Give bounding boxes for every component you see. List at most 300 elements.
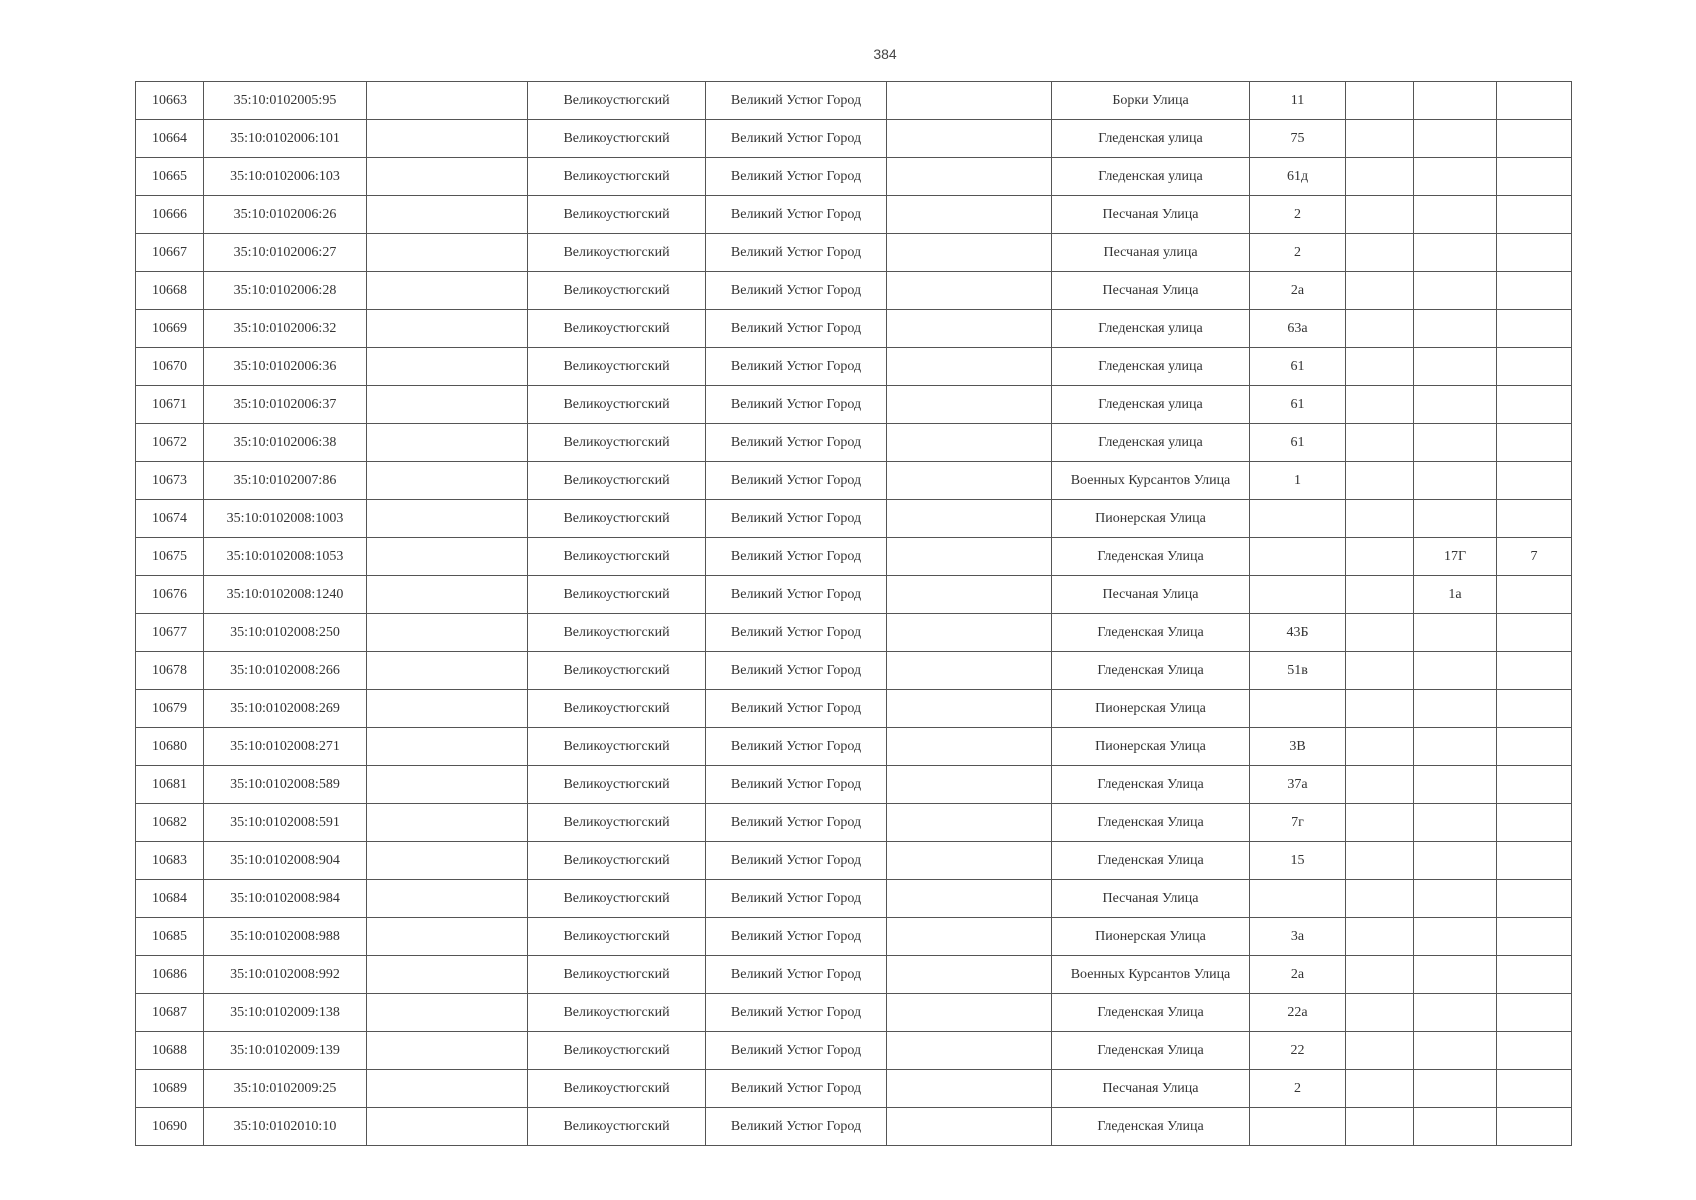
cell-district: Великоустюгский	[528, 462, 706, 500]
cell-district: Великоустюгский	[528, 424, 706, 462]
cell-cadastral: 35:10:0102008:984	[204, 880, 367, 918]
cell-district: Великоустюгский	[528, 1070, 706, 1108]
table-row	[136, 652, 1572, 690]
cell-street: Гледенская Улица	[1052, 652, 1250, 690]
cell-c9	[1346, 500, 1414, 538]
cell-c11	[1497, 1070, 1572, 1108]
cell-c10	[1414, 1032, 1497, 1070]
cell-district: Великоустюгский	[528, 994, 706, 1032]
cell-c6	[887, 614, 1052, 652]
cell-id: 10685	[136, 918, 204, 956]
cell-street: Гледенская улица	[1052, 120, 1250, 158]
cell-cadastral: 35:10:0102008:271	[204, 728, 367, 766]
cell-c6	[887, 728, 1052, 766]
cell-district: Великоустюгский	[528, 82, 706, 120]
cell-c11	[1497, 272, 1572, 310]
cell-c3	[367, 500, 528, 538]
page-number: 384	[873, 46, 897, 62]
cell-id: 10673	[136, 462, 204, 500]
cell-cadastral: 35:10:0102006:32	[204, 310, 367, 348]
cell-c3	[367, 766, 528, 804]
cell-c9	[1346, 614, 1414, 652]
cell-c6	[887, 1032, 1052, 1070]
cell-street: Гледенская Улица	[1052, 1032, 1250, 1070]
cell-c11	[1497, 386, 1572, 424]
cell-c10	[1414, 956, 1497, 994]
cell-c3	[367, 994, 528, 1032]
cell-c6	[887, 348, 1052, 386]
cell-c10: 1а	[1414, 576, 1497, 614]
cell-id: 10667	[136, 234, 204, 272]
cell-c9	[1346, 728, 1414, 766]
table-row	[136, 1032, 1572, 1070]
cell-c10	[1414, 728, 1497, 766]
cell-id: 10663	[136, 82, 204, 120]
cell-street: Пионерская Улица	[1052, 500, 1250, 538]
cell-house: 2а	[1250, 272, 1346, 310]
cell-c6	[887, 386, 1052, 424]
cell-c9	[1346, 956, 1414, 994]
cell-house: 15	[1250, 842, 1346, 880]
cell-c3	[367, 690, 528, 728]
cell-c10	[1414, 272, 1497, 310]
cell-c11	[1497, 1032, 1572, 1070]
cell-c11	[1497, 842, 1572, 880]
cell-c3	[367, 842, 528, 880]
cell-street: Песчаная Улица	[1052, 880, 1250, 918]
cell-c9	[1346, 272, 1414, 310]
cell-locality: Великий Устюг Город	[706, 728, 887, 766]
table-row	[136, 842, 1572, 880]
cell-cadastral: 35:10:0102009:25	[204, 1070, 367, 1108]
cell-c10	[1414, 690, 1497, 728]
cell-street: Песчаная Улица	[1052, 272, 1250, 310]
cell-house: 2	[1250, 196, 1346, 234]
cell-c6	[887, 918, 1052, 956]
cell-house	[1250, 500, 1346, 538]
cell-street: Военных Курсантов Улица	[1052, 956, 1250, 994]
cell-locality: Великий Устюг Город	[706, 994, 887, 1032]
cell-c3	[367, 234, 528, 272]
cell-c6	[887, 158, 1052, 196]
cell-c9	[1346, 386, 1414, 424]
cell-house: 2а	[1250, 956, 1346, 994]
cell-c11	[1497, 766, 1572, 804]
cell-cadastral: 35:10:0102008:1240	[204, 576, 367, 614]
cell-cadastral: 35:10:0102008:904	[204, 842, 367, 880]
table-row	[136, 500, 1572, 538]
cell-c9	[1346, 120, 1414, 158]
cell-cadastral: 35:10:0102005:95	[204, 82, 367, 120]
cell-locality: Великий Устюг Город	[706, 1032, 887, 1070]
cell-c9	[1346, 158, 1414, 196]
cell-id: 10670	[136, 348, 204, 386]
table-row	[136, 766, 1572, 804]
cell-cadastral: 35:10:0102008:250	[204, 614, 367, 652]
cell-street: Пионерская Улица	[1052, 728, 1250, 766]
cell-locality: Великий Устюг Город	[706, 956, 887, 994]
cell-cadastral: 35:10:0102006:101	[204, 120, 367, 158]
cell-c11	[1497, 158, 1572, 196]
cell-id: 10687	[136, 994, 204, 1032]
cell-cadastral: 35:10:0102006:36	[204, 348, 367, 386]
cell-c10	[1414, 386, 1497, 424]
cell-district: Великоустюгский	[528, 500, 706, 538]
cell-c6	[887, 576, 1052, 614]
cell-locality: Великий Устюг Город	[706, 614, 887, 652]
table-row	[136, 424, 1572, 462]
cell-c3	[367, 462, 528, 500]
table-row	[136, 348, 1572, 386]
cell-c3	[367, 652, 528, 690]
cell-c9	[1346, 842, 1414, 880]
cell-house	[1250, 576, 1346, 614]
cell-c9	[1346, 234, 1414, 272]
cell-locality: Великий Устюг Город	[706, 120, 887, 158]
cell-c9	[1346, 804, 1414, 842]
cell-c11	[1497, 310, 1572, 348]
cell-locality: Великий Устюг Город	[706, 690, 887, 728]
cell-c6	[887, 82, 1052, 120]
cell-locality: Великий Устюг Город	[706, 842, 887, 880]
cell-c3	[367, 1070, 528, 1108]
cell-id: 10680	[136, 728, 204, 766]
cell-district: Великоустюгский	[528, 386, 706, 424]
cell-cadastral: 35:10:0102010:10	[204, 1108, 367, 1146]
cell-locality: Великий Устюг Город	[706, 348, 887, 386]
cell-cadastral: 35:10:0102008:591	[204, 804, 367, 842]
cell-house: 37а	[1250, 766, 1346, 804]
cell-district: Великоустюгский	[528, 918, 706, 956]
cell-c6	[887, 842, 1052, 880]
cell-district: Великоустюгский	[528, 880, 706, 918]
cell-c3	[367, 880, 528, 918]
cell-c6	[887, 538, 1052, 576]
cell-c3	[367, 386, 528, 424]
cell-locality: Великий Устюг Город	[706, 576, 887, 614]
cell-street: Гледенская Улица	[1052, 614, 1250, 652]
cell-locality: Великий Устюг Город	[706, 1070, 887, 1108]
cell-c3	[367, 120, 528, 158]
table-row	[136, 690, 1572, 728]
cell-id: 10679	[136, 690, 204, 728]
cell-c11	[1497, 728, 1572, 766]
cell-c10	[1414, 462, 1497, 500]
cell-street: Гледенская Улица	[1052, 1108, 1250, 1146]
cell-c11	[1497, 196, 1572, 234]
cell-house	[1250, 1108, 1346, 1146]
cell-c10	[1414, 880, 1497, 918]
table-row	[136, 728, 1572, 766]
table-row	[136, 310, 1572, 348]
cell-c3	[367, 956, 528, 994]
cell-house: 2	[1250, 234, 1346, 272]
cell-c11	[1497, 82, 1572, 120]
cell-district: Великоустюгский	[528, 766, 706, 804]
table-row	[136, 994, 1572, 1032]
cell-c10	[1414, 158, 1497, 196]
cell-id: 10690	[136, 1108, 204, 1146]
cell-cadastral: 35:10:0102006:38	[204, 424, 367, 462]
cell-c10	[1414, 918, 1497, 956]
cell-c6	[887, 272, 1052, 310]
registry-table	[135, 81, 1572, 1146]
cell-street: Гледенская Улица	[1052, 804, 1250, 842]
cell-house	[1250, 538, 1346, 576]
cell-id: 10675	[136, 538, 204, 576]
cell-c10	[1414, 652, 1497, 690]
cell-cadastral: 35:10:0102006:27	[204, 234, 367, 272]
cell-c10	[1414, 234, 1497, 272]
cell-c6	[887, 1070, 1052, 1108]
cell-c6	[887, 690, 1052, 728]
cell-street: Гледенская Улица	[1052, 766, 1250, 804]
cell-cadastral: 35:10:0102008:589	[204, 766, 367, 804]
cell-locality: Великий Устюг Город	[706, 234, 887, 272]
cell-c11	[1497, 614, 1572, 652]
cell-street: Песчаная Улица	[1052, 576, 1250, 614]
cell-locality: Великий Устюг Город	[706, 652, 887, 690]
cell-id: 10678	[136, 652, 204, 690]
cell-house: 1	[1250, 462, 1346, 500]
table-row	[136, 82, 1572, 120]
cell-house: 2	[1250, 1070, 1346, 1108]
cell-c3	[367, 576, 528, 614]
cell-c9	[1346, 652, 1414, 690]
cell-locality: Великий Устюг Город	[706, 918, 887, 956]
cell-cadastral: 35:10:0102008:992	[204, 956, 367, 994]
cell-c10	[1414, 310, 1497, 348]
cell-cadastral: 35:10:0102009:139	[204, 1032, 367, 1070]
cell-house: 22	[1250, 1032, 1346, 1070]
cell-cadastral: 35:10:0102006:37	[204, 386, 367, 424]
cell-c10	[1414, 766, 1497, 804]
cell-cadastral: 35:10:0102009:138	[204, 994, 367, 1032]
cell-c11	[1497, 994, 1572, 1032]
cell-c10	[1414, 804, 1497, 842]
cell-locality: Великий Устюг Город	[706, 804, 887, 842]
cell-c11	[1497, 918, 1572, 956]
cell-locality: Великий Устюг Город	[706, 272, 887, 310]
cell-street: Борки Улица	[1052, 82, 1250, 120]
cell-c10	[1414, 82, 1497, 120]
cell-street: Песчаная Улица	[1052, 1070, 1250, 1108]
cell-locality: Великий Устюг Город	[706, 766, 887, 804]
cell-cadastral: 35:10:0102008:266	[204, 652, 367, 690]
cell-house: 61	[1250, 424, 1346, 462]
cell-c10: 17Г	[1414, 538, 1497, 576]
cell-c11	[1497, 880, 1572, 918]
table-row	[136, 804, 1572, 842]
cell-c9	[1346, 538, 1414, 576]
cell-c11: 7	[1497, 538, 1572, 576]
cell-c3	[367, 804, 528, 842]
cell-house	[1250, 880, 1346, 918]
cell-c6	[887, 1108, 1052, 1146]
cell-locality: Великий Устюг Город	[706, 1108, 887, 1146]
cell-id: 10666	[136, 196, 204, 234]
cell-c3	[367, 538, 528, 576]
table-row	[136, 1070, 1572, 1108]
cell-id: 10683	[136, 842, 204, 880]
cell-c3	[367, 728, 528, 766]
cell-c6	[887, 500, 1052, 538]
cell-c3	[367, 424, 528, 462]
cell-c3	[367, 82, 528, 120]
cell-c10	[1414, 614, 1497, 652]
cell-street: Военных Курсантов Улица	[1052, 462, 1250, 500]
table-row	[136, 614, 1572, 652]
cell-cadastral: 35:10:0102008:988	[204, 918, 367, 956]
cell-district: Великоустюгский	[528, 728, 706, 766]
cell-id: 10681	[136, 766, 204, 804]
cell-c3	[367, 272, 528, 310]
cell-cadastral: 35:10:0102008:1003	[204, 500, 367, 538]
cell-c10	[1414, 842, 1497, 880]
cell-c6	[887, 120, 1052, 158]
cell-c9	[1346, 196, 1414, 234]
cell-id: 10684	[136, 880, 204, 918]
cell-district: Великоустюгский	[528, 614, 706, 652]
cell-house: 7г	[1250, 804, 1346, 842]
cell-c3	[367, 158, 528, 196]
cell-locality: Великий Устюг Город	[706, 196, 887, 234]
cell-cadastral: 35:10:0102006:103	[204, 158, 367, 196]
cell-c11	[1497, 690, 1572, 728]
cell-cadastral: 35:10:0102008:1053	[204, 538, 367, 576]
cell-street: Гледенская улица	[1052, 158, 1250, 196]
cell-district: Великоустюгский	[528, 348, 706, 386]
cell-c11	[1497, 120, 1572, 158]
cell-c3	[367, 348, 528, 386]
cell-house: 11	[1250, 82, 1346, 120]
cell-c10	[1414, 348, 1497, 386]
cell-locality: Великий Устюг Город	[706, 158, 887, 196]
cell-c6	[887, 994, 1052, 1032]
cell-street: Гледенская улица	[1052, 386, 1250, 424]
cell-locality: Великий Устюг Город	[706, 880, 887, 918]
cell-c6	[887, 804, 1052, 842]
cell-id: 10686	[136, 956, 204, 994]
cell-id: 10665	[136, 158, 204, 196]
cell-district: Великоустюгский	[528, 538, 706, 576]
cell-c6	[887, 424, 1052, 462]
cell-c11	[1497, 424, 1572, 462]
cell-c9	[1346, 994, 1414, 1032]
cell-locality: Великий Устюг Город	[706, 424, 887, 462]
cell-street: Гледенская улица	[1052, 348, 1250, 386]
table-row	[136, 1108, 1572, 1146]
cell-district: Великоустюгский	[528, 158, 706, 196]
cell-c3	[367, 1032, 528, 1070]
cell-c6	[887, 766, 1052, 804]
cell-district: Великоустюгский	[528, 120, 706, 158]
cell-c6	[887, 196, 1052, 234]
cell-district: Великоустюгский	[528, 1108, 706, 1146]
cell-c9	[1346, 880, 1414, 918]
table-row	[136, 918, 1572, 956]
cell-c6	[887, 880, 1052, 918]
cell-c10	[1414, 1070, 1497, 1108]
cell-locality: Великий Устюг Город	[706, 386, 887, 424]
cell-c11	[1497, 956, 1572, 994]
cell-c11	[1497, 462, 1572, 500]
cell-house	[1250, 690, 1346, 728]
table-row	[136, 386, 1572, 424]
cell-c10	[1414, 500, 1497, 538]
table-row	[136, 880, 1572, 918]
table-row	[136, 576, 1572, 614]
cell-district: Великоустюгский	[528, 804, 706, 842]
cell-street: Песчаная Улица	[1052, 196, 1250, 234]
cell-district: Великоустюгский	[528, 272, 706, 310]
cell-street: Гледенская Улица	[1052, 994, 1250, 1032]
cell-id: 10674	[136, 500, 204, 538]
cell-c9	[1346, 424, 1414, 462]
cell-c10	[1414, 120, 1497, 158]
cell-id: 10672	[136, 424, 204, 462]
cell-c9	[1346, 918, 1414, 956]
table-row	[136, 538, 1572, 576]
cell-house: 61	[1250, 386, 1346, 424]
cell-street: Гледенская улица	[1052, 424, 1250, 462]
cell-street: Гледенская Улица	[1052, 842, 1250, 880]
cell-district: Великоустюгский	[528, 652, 706, 690]
cell-c9	[1346, 462, 1414, 500]
cell-street: Песчаная улица	[1052, 234, 1250, 272]
cell-district: Великоустюгский	[528, 956, 706, 994]
cell-district: Великоустюгский	[528, 842, 706, 880]
table-row	[136, 196, 1572, 234]
table-row	[136, 158, 1572, 196]
cell-c9	[1346, 1070, 1414, 1108]
cell-locality: Великий Устюг Город	[706, 462, 887, 500]
cell-c3	[367, 614, 528, 652]
cell-c9	[1346, 348, 1414, 386]
cell-c11	[1497, 652, 1572, 690]
cell-c6	[887, 234, 1052, 272]
cell-id: 10676	[136, 576, 204, 614]
cell-c11	[1497, 234, 1572, 272]
table-row	[136, 120, 1572, 158]
cell-district: Великоустюгский	[528, 576, 706, 614]
table-row	[136, 272, 1572, 310]
cell-id: 10668	[136, 272, 204, 310]
cell-street: Пионерская Улица	[1052, 690, 1250, 728]
cell-c6	[887, 310, 1052, 348]
cell-id: 10677	[136, 614, 204, 652]
cell-house: 3а	[1250, 918, 1346, 956]
cell-house: 63а	[1250, 310, 1346, 348]
cell-c9	[1346, 1032, 1414, 1070]
cell-house: 3В	[1250, 728, 1346, 766]
cell-c6	[887, 652, 1052, 690]
cell-district: Великоустюгский	[528, 196, 706, 234]
cell-cadastral: 35:10:0102006:28	[204, 272, 367, 310]
cell-locality: Великий Устюг Город	[706, 538, 887, 576]
cell-street: Пионерская Улица	[1052, 918, 1250, 956]
cell-c11	[1497, 500, 1572, 538]
cell-id: 10671	[136, 386, 204, 424]
cell-house: 61д	[1250, 158, 1346, 196]
cell-street: Гледенская Улица	[1052, 538, 1250, 576]
cell-house: 61	[1250, 348, 1346, 386]
cell-district: Великоустюгский	[528, 234, 706, 272]
cell-locality: Великий Устюг Город	[706, 500, 887, 538]
cell-house: 51в	[1250, 652, 1346, 690]
cell-house: 22а	[1250, 994, 1346, 1032]
table-row	[136, 956, 1572, 994]
